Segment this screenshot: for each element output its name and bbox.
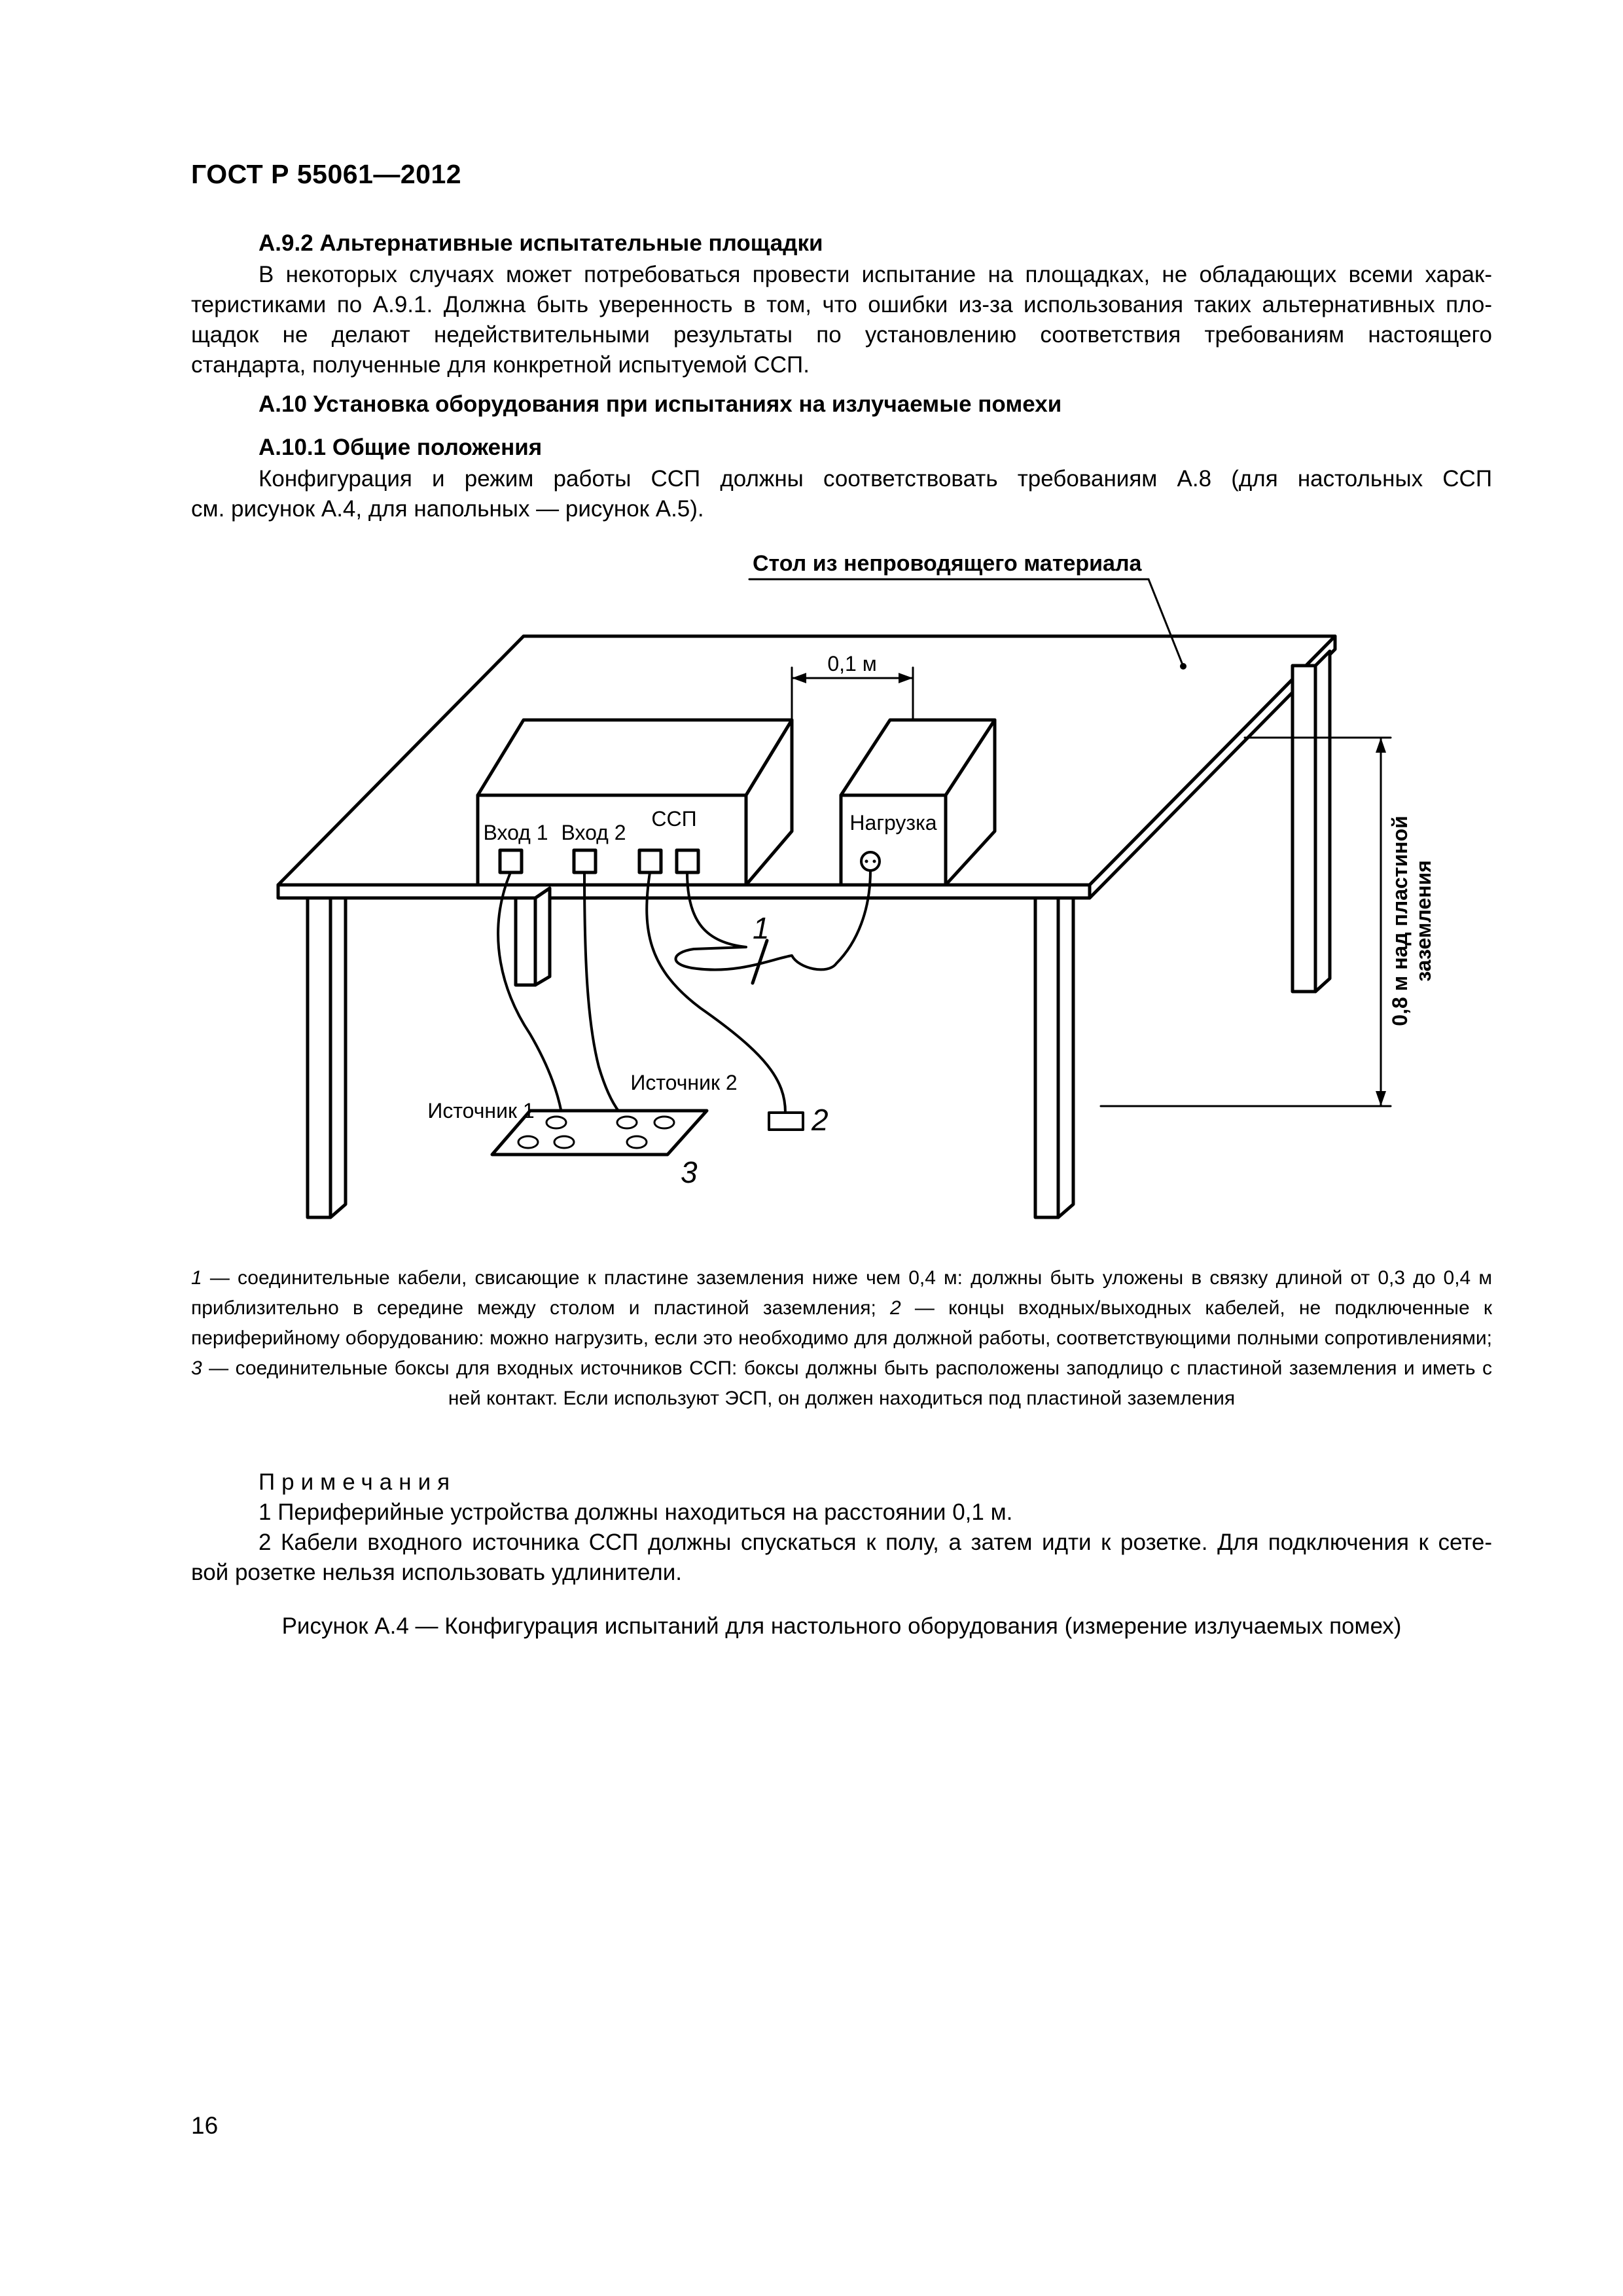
distance-label: 0,1 м	[827, 652, 877, 675]
key-text-3: — соединительные боксы для входных источников ССП: боксы должны быть расположены заподлицо с пластиной заземления и иметь с ней контакт. Если используют ЭСП, он должен находиться под пластиной заземления	[202, 1357, 1492, 1409]
page-number: 16	[191, 2112, 219, 2139]
notes-title: Примечания	[259, 1469, 457, 1495]
ssp-port-3	[639, 850, 661, 872]
input1-label: Вход 1	[483, 821, 548, 844]
section-a92-line-3: щадок не делают недействительными результаты по установлению соответствия требованиям настоящего	[191, 322, 1492, 348]
height-label-line-2: заземления	[1412, 860, 1435, 982]
terminated-cable-end	[769, 1113, 803, 1130]
load-socket-icon	[861, 852, 880, 870]
key-number-2: 2	[890, 1297, 901, 1319]
section-a101-line-2: см. рисунок А.4, для напольных — рисунок А.5).	[191, 496, 704, 522]
table-leg-front-right	[1035, 898, 1073, 1217]
socket-icon	[627, 1136, 647, 1148]
section-a92-line-4: стандарта, полученные для конкретной испытуемой ССП.	[191, 352, 810, 378]
key-number-1: 1	[191, 1267, 202, 1289]
ssp-device-box	[478, 720, 792, 885]
table-leg-back-right	[1293, 651, 1330, 992]
load-label: Нагрузка	[849, 811, 937, 834]
section-a101-heading: А.10.1 Общие положения	[259, 435, 543, 460]
input2-port	[574, 850, 596, 872]
socket-icon	[654, 1117, 674, 1128]
height-label-line-1: 0,8 м над пластиной	[1388, 816, 1412, 1026]
height-arrow-top	[1376, 738, 1386, 753]
table-label: Стол из непроводящего материала	[753, 551, 1142, 576]
section-a10-heading: А.10 Установка оборудования при испытаниях на излучаемые помехи	[259, 391, 1062, 417]
cable-input2-to-source2	[584, 872, 627, 1121]
socket-icon	[546, 1117, 566, 1128]
input1-port	[500, 850, 522, 872]
table-leg-front-left	[308, 898, 346, 1217]
table-leg-back-left	[516, 888, 550, 985]
table-top	[278, 636, 1335, 898]
source2-label: Источник 2	[630, 1071, 738, 1094]
note-2-line-1: 2 Кабели входного источника ССП должны спускаться к полу, а затем идти к розетке. Для подключения к сете-	[259, 1530, 1492, 1555]
ssp-port-4	[677, 850, 698, 872]
figure-key	[191, 1263, 1492, 1414]
input2-label: Вход 2	[561, 821, 626, 844]
section-a92-line-2: теристиками по А.9.1. Должна быть уверенность в том, что ошибки из-за использования таких альтернативных пло-	[191, 292, 1492, 317]
section-a92-line-1: В некоторых случаях может потребоваться провести испытание на площадках, не обладающих всеми харак-	[259, 262, 1492, 287]
callout-3: 3	[681, 1155, 698, 1189]
socket-icon	[518, 1136, 538, 1148]
callout-1: 1	[753, 911, 770, 945]
note-1: 1 Периферийные устройства должны находиться на расстоянии 0,1 м.	[259, 1499, 1013, 1525]
section-a101-line-1: Конфигурация и режим работы ССП должны соответствовать требованиям А.8 (для настольных ССП	[259, 466, 1492, 492]
figure-caption: Рисунок А.4 — Конфигурация испытаний для настольного оборудования (измерение излучаемых помех)	[281, 1613, 1402, 1639]
callout-2: 2	[812, 1103, 829, 1137]
height-arrow-bottom	[1376, 1091, 1386, 1106]
note-2-line-2: вой розетке нельзя использовать удлинители.	[191, 1560, 682, 1585]
ssp-label: ССП	[651, 807, 697, 831]
section-a92-heading: А.9.2 Альтернативные испытательные площадки	[259, 230, 823, 256]
socket-icon	[617, 1117, 637, 1128]
source1-label: Источник 1	[427, 1099, 535, 1122]
socket-icon	[554, 1136, 574, 1148]
table-label-dot	[1180, 663, 1186, 670]
key-text-2: — концы входных/выходных кабелей, не подключенные к периферийному оборудованию: можно нагрузить, если это необходимо для должной работы, соответствующими полными сопротивлениями;	[191, 1297, 1492, 1349]
key-number-3: 3	[191, 1357, 202, 1379]
key-text-1: — соединительные кабели, свисающие к пластине заземления ниже чем 0,4 м: должны быть уложены в связку длиной от 0,3 до 0,4 м приблизительно в середине между столом и пластиной заземления;	[191, 1267, 1492, 1319]
document-code-header: ГОСТ Р 55061—2012	[191, 159, 462, 189]
